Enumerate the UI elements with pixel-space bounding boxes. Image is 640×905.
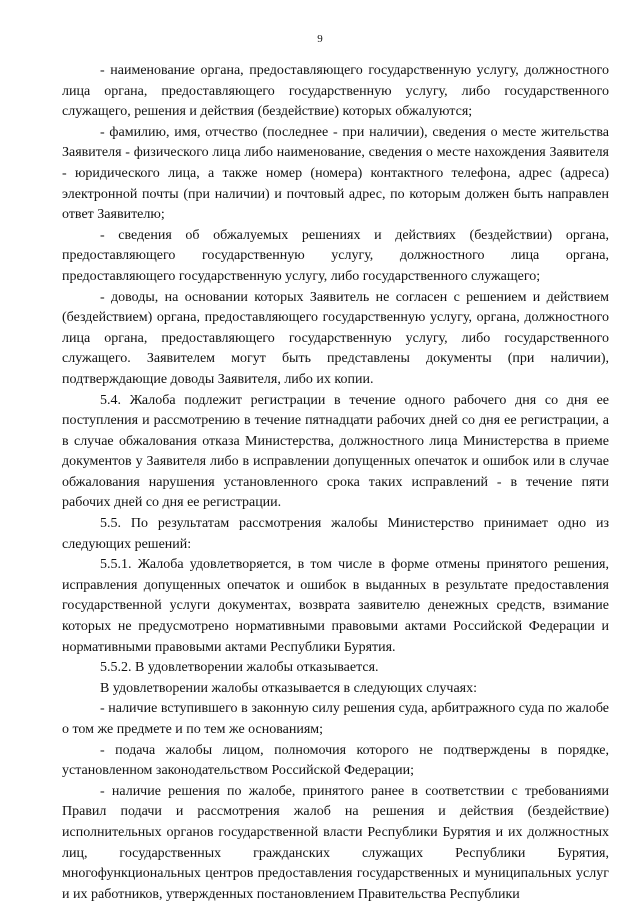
paragraph-unconfirmed-authority: - подача жалобы лицом, полномочия которого не подтверждены в порядке, установленном законодательством Российской Федерации;: [62, 742, 609, 779]
paragraph-organ-name: - наименование органа, предоставляющего государственную услугу, должностного лица органа, предоставляющего государственную услугу, либо государственного служащего, решения и действия (бездействие) которых обжалуются;: [62, 63, 609, 120]
page-number: 9: [317, 33, 323, 45]
paragraph-5-4-registration: 5.4. Жалоба подлежит регистрации в течение одного рабочего дня со дня ее поступления и рассмотрению в течение пятнадцати рабочих дней со дня ее регистрации, а в случае обжалования отказа Министерства, должностного лица Министерства в приеме документов у Заявителя либо в исправлении допущенных опечаток и ошибок или в случае обжалования нарушения установленного срока таких исправлений - в течение пяти рабочих дней со дня ее регистрации.: [62, 392, 609, 511]
paragraph-applicant-details: - фамилию, имя, отчество (последнее - при наличии), сведения о месте жительства Заявителя - физического лица либо наименование, сведения о месте нахождения Заявителя - юридического лица, а также номер (номера) контактного телефона, адрес (адреса) электронной почты (при наличии) и почтовый адрес, по которым должен быть направлен ответ Заявителю;: [62, 124, 609, 223]
document-body: [62, 61, 609, 905]
paragraph-5-5-1-satisfied: 5.5.1. Жалоба удовлетворяется, в том числе в форме отмены принятого решения, исправления допущенных опечаток и ошибок в выданных в результате предоставления государственной услуги документах, возврата заявителю денежных средств, взимание которых не предусмотрено нормативными правовыми актами Российской Федерации и нормативными правовыми актами Республики Бурятия.: [62, 557, 609, 655]
paragraph-5-5-2-refused: 5.5.2. В удовлетворении жалобы отказывается.: [100, 660, 379, 676]
paragraph-prior-decision: - наличие решения по жалобе, принятого ранее в соответствии с требованиями Правил подачи и рассмотрения жалоб на решения и действия (бездействие) исполнительных органов государственной власти Республики Бурятия и их должностных лиц, государственных гражданских служащих Республики Бурятия, многофункциональных центров предоставления государственных и муниципальных услуг и их работников, утвержденных постановлением Правительства Республики: [62, 783, 609, 902]
paragraph-refusal-cases: В удовлетворении жалобы отказывается в следующих случаях:: [100, 680, 478, 696]
paragraph-court-decision: - наличие вступившего в законную силу решения суда, арбитражного суда по жалобе о том же предмете и по тем же основаниям;: [62, 701, 609, 737]
paragraph-appealed-decisions: - сведения об обжалуемых решениях и действиях (бездействии) органа, предоставляющего государственную услугу, должностного лица органа, предоставляющего государственную услугу, либо государственного служащего;: [62, 227, 609, 284]
paragraph-arguments: - доводы, на основании которых Заявитель не согласен с решением и действием (бездействием) органа, предоставляющего государственную услугу, органа, должностного лица органа, предоставляющего государственную услугу, либо государственного служащего. Заявителем могут быть представлены документы (при наличии), подтверждающие доводы Заявителя, либо их копии.: [62, 289, 609, 387]
paragraph-5-5-decisions: 5.5. По результатам рассмотрения жалобы Министерство принимает одно из следующих решений:: [62, 516, 609, 552]
